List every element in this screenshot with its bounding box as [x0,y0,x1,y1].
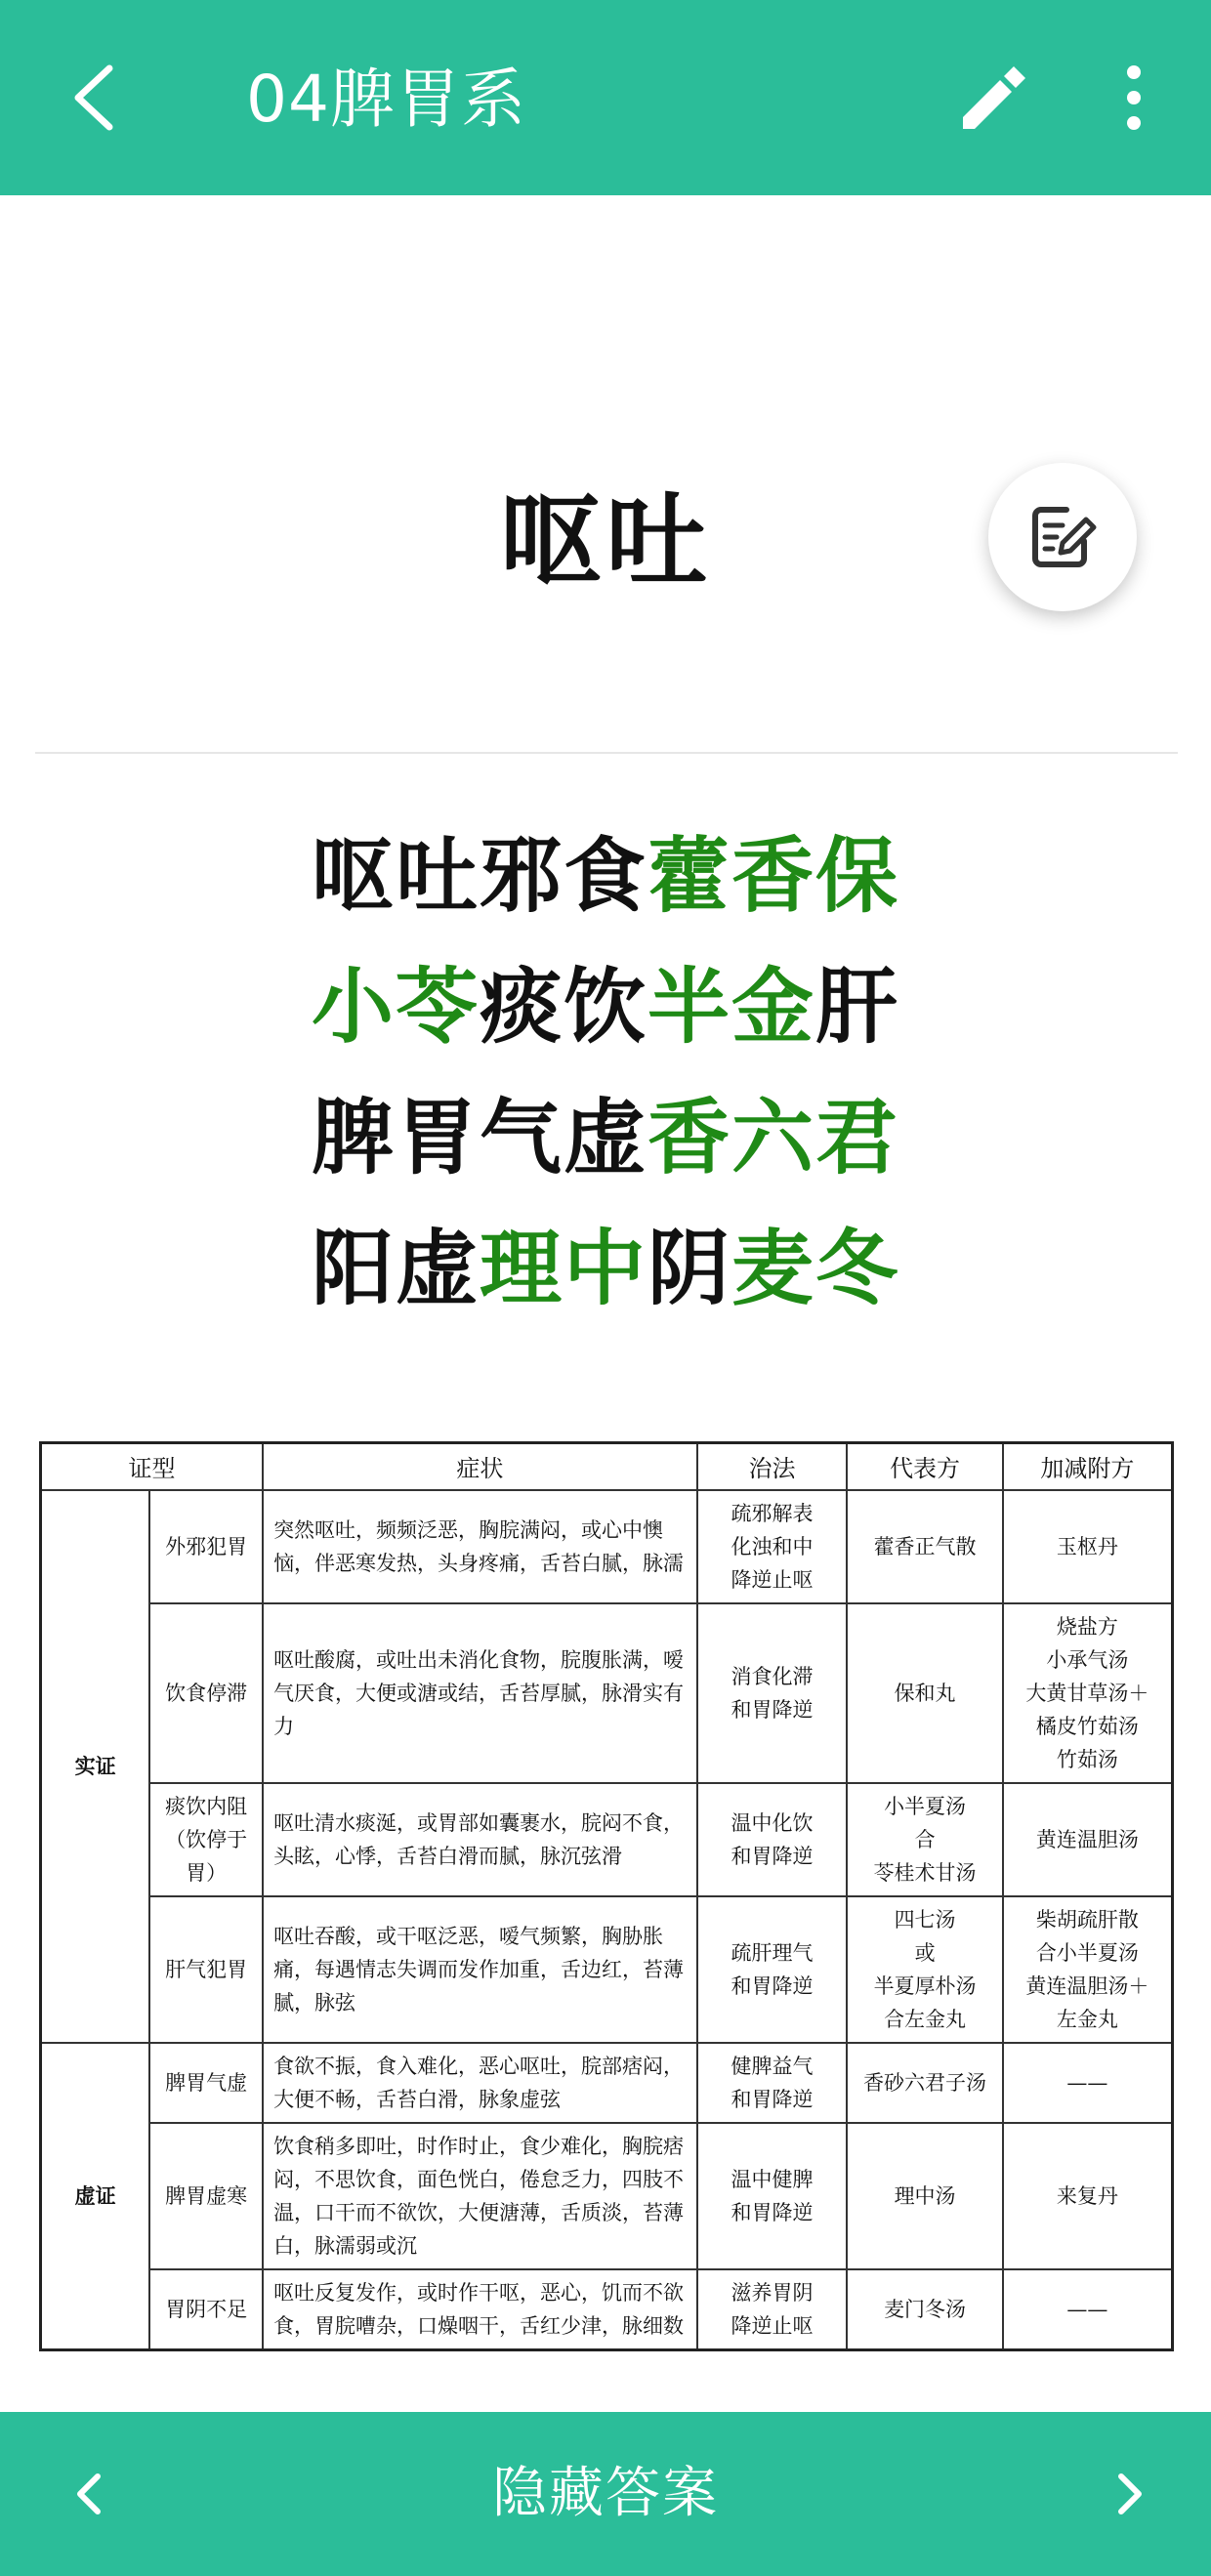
content-divider [35,752,1178,754]
formula-line: 苓桂术甘汤 [873,1860,977,1885]
method-line: 化浊和中 [731,1534,814,1558]
method-line: 和胃降逆 [731,1974,814,1998]
verse-text: 痰饮 [479,959,647,1055]
more-options-button[interactable] [1109,61,1158,135]
syndrome-type-cell: 痰饮内阻（饮停于胃） [149,1783,263,1896]
card-heading: 呕吐 [499,481,711,601]
syndrome-type-cell: 脾胃虚寒 [149,2123,263,2269]
category-cell: 实证 [41,1490,150,2043]
note-edit-icon [1027,502,1098,572]
variant-line: 玉枢丹 [1056,1534,1118,1558]
method-cell [697,1490,848,1603]
variants-cell [1003,2123,1173,2269]
column-header: 治法 [697,1443,848,1490]
formula-cell [847,1783,1003,1896]
method-cell [697,2269,848,2350]
method-cell [697,1896,848,2043]
table-header-row [41,1443,1173,1490]
symptoms-cell: 食欲不振，食入难化，恶心呕吐，脘部痞闷，大便不畅，舌苔白滑，脉象虚弦 [263,2043,697,2123]
method-cell [697,2043,848,2123]
verse-text: 阴 [647,1221,732,1316]
method-line: 温中化饮 [731,1810,814,1835]
more-vertical-icon [1109,61,1158,135]
mnemonic-verse [0,810,1211,1334]
column-header: 加减附方 [1003,1443,1173,1490]
syndrome-type-cell: 饮食停滞 [149,1603,263,1783]
formula-cell [847,1896,1003,2043]
verse-text: 肝 [815,959,900,1055]
method-line: 和胃降逆 [731,2087,814,2111]
variant-line: —— [1066,2070,1108,2095]
chevron-left-icon [55,2459,125,2529]
variants-cell [1003,1603,1173,1783]
bottom-bar [0,2412,1211,2576]
variant-line: 左金丸 [1056,2007,1118,2031]
variant-line: 竹茹汤 [1056,1747,1118,1771]
variants-cell [1003,1896,1173,2043]
method-line: 消食化滞 [731,1664,814,1688]
syndrome-type-cell: 胃阴不足 [149,2269,263,2350]
verse-highlight: 半金 [647,959,816,1055]
method-line: 降逆止呕 [731,2313,814,2338]
table-row [41,1783,1173,1896]
verse-line [0,941,1211,1072]
symptoms-cell: 呕吐酸腐，或吐出未消化食物，脘腹胀满，嗳气厌食，大便或溏或结，舌苔厚腻，脉滑实有力 [263,1603,697,1783]
formula-cell [847,2123,1003,2269]
pencil-icon [955,61,1029,135]
variant-line: —— [1066,2297,1108,2321]
formula-cell [847,1603,1003,1783]
syndrome-table [39,1441,1174,2351]
table-row [41,2043,1173,2123]
variants-cell [1003,1490,1173,1603]
variant-line: 大黄甘草汤＋ [1025,1681,1149,1705]
note-edit-fab[interactable] [988,463,1137,611]
verse-highlight: 藿香保 [647,828,900,924]
column-header: 证型 [41,1443,264,1490]
formula-line: 四七汤 [894,1907,956,1932]
symptoms-cell: 突然呕吐，频频泛恶，胸脘满闷，或心中懊恼，伴恶寒发热，头身疼痛，舌苔白腻，脉濡 [263,1490,697,1603]
method-line: 和胃降逆 [731,2200,814,2224]
top-app-bar [0,0,1211,195]
verse-highlight: 麦冬 [731,1221,900,1316]
table-row [41,2269,1173,2350]
variant-line: 黄连温胆汤＋ [1025,1974,1149,1998]
verse-text: 阳虚 [311,1221,480,1316]
variant-line: 来复丹 [1056,2183,1118,2208]
symptoms-cell: 呕吐清水痰涎，或胃部如囊裹水，脘闷不食，头眩，心悸，舌苔白滑而腻，脉沉弦滑 [263,1783,697,1896]
hide-answer-button[interactable]: 隐藏答案 [492,2462,719,2525]
back-button[interactable] [61,61,135,135]
variants-cell [1003,2269,1173,2350]
variant-line: 小承气汤 [1046,1647,1129,1672]
symptoms-cell: 饮食稍多即吐，时作时止，食少难化，胸脘痞闷，不思饮食，面色恍白，倦怠乏力，四肢不温，口干而不欲饮，大便溏薄，舌质淡，苔薄白，脉濡弱或沉 [263,2123,697,2269]
method-cell [697,1603,848,1783]
formula-line: 香砂六君子汤 [863,2070,987,2095]
method-line: 和胃降逆 [731,1844,814,1868]
formula-line: 合左金丸 [884,2007,967,2031]
formula-cell [847,1490,1003,1603]
variant-line: 烧盐方 [1056,1614,1118,1639]
formula-line: 合 [914,1827,936,1851]
method-line: 滋养胃阴 [731,2280,814,2305]
chevron-right-icon [1094,2459,1164,2529]
syndrome-type-cell: 脾胃气虚 [149,2043,263,2123]
method-line: 健脾益气 [731,2054,814,2078]
variant-line: 黄连温胆汤 [1035,1827,1139,1851]
verse-line [0,1203,1211,1334]
table-row [41,2123,1173,2269]
symptoms-cell: 呕吐反复发作，或时作干呕，恶心，饥而不欲食，胃脘嘈杂，口燥咽干，舌红少津，脉细数 [263,2269,697,2350]
formula-line: 小半夏汤 [884,1794,967,1818]
variant-line: 柴胡疏肝散 [1035,1907,1139,1932]
method-line: 疏邪解表 [731,1501,814,1525]
edit-button[interactable] [955,61,1029,135]
method-line: 疏肝理气 [731,1940,814,1965]
verse-line [0,1072,1211,1203]
table-row [41,1490,1173,1603]
symptoms-cell: 呕吐吞酸，或干呕泛恶，嗳气频繁，胸胁胀痛，每遇情志失调而发作加重，舌边红，苔薄腻，脉弦 [263,1896,697,2043]
previous-card-button[interactable] [55,2459,125,2529]
table-row [41,1603,1173,1783]
verse-highlight: 小苓 [311,959,480,1055]
formula-cell [847,2269,1003,2350]
method-line: 降逆止呕 [731,1567,814,1592]
category-cell: 虚证 [41,2043,150,2350]
syndrome-type-cell: 外邪犯胃 [149,1490,263,1603]
page-title: 04脾胃系 [246,62,526,137]
method-line: 和胃降逆 [731,1697,814,1722]
method-cell [697,2123,848,2269]
method-cell [697,1783,848,1896]
verse-text: 脾胃气虚 [311,1090,647,1185]
formula-cell [847,2043,1003,2123]
column-header: 症状 [263,1443,697,1490]
formula-line: 或 [914,1940,936,1965]
verse-text: 呕吐邪食 [311,828,647,924]
formula-line: 保和丸 [894,1681,956,1705]
formula-line: 藿香正气散 [873,1534,977,1558]
syndrome-type-cell: 肝气犯胃 [149,1896,263,2043]
verse-line [0,810,1211,941]
formula-line: 理中汤 [894,2183,956,2208]
column-header: 代表方 [847,1443,1003,1490]
formula-line: 麦门冬汤 [884,2297,967,2321]
verse-highlight: 香六君 [647,1090,900,1185]
variants-cell [1003,1783,1173,1896]
table-row [41,1896,1173,2043]
variants-cell [1003,2043,1173,2123]
formula-line: 半夏厚朴汤 [873,1974,977,1998]
method-line: 温中健脾 [731,2167,814,2191]
next-card-button[interactable] [1094,2459,1164,2529]
variant-line: 合小半夏汤 [1035,1940,1139,1965]
chevron-left-icon [61,61,135,135]
syndrome-table-image [39,1441,1174,2351]
variant-line: 橘皮竹茹汤 [1035,1714,1139,1738]
verse-highlight: 理中 [479,1221,647,1316]
